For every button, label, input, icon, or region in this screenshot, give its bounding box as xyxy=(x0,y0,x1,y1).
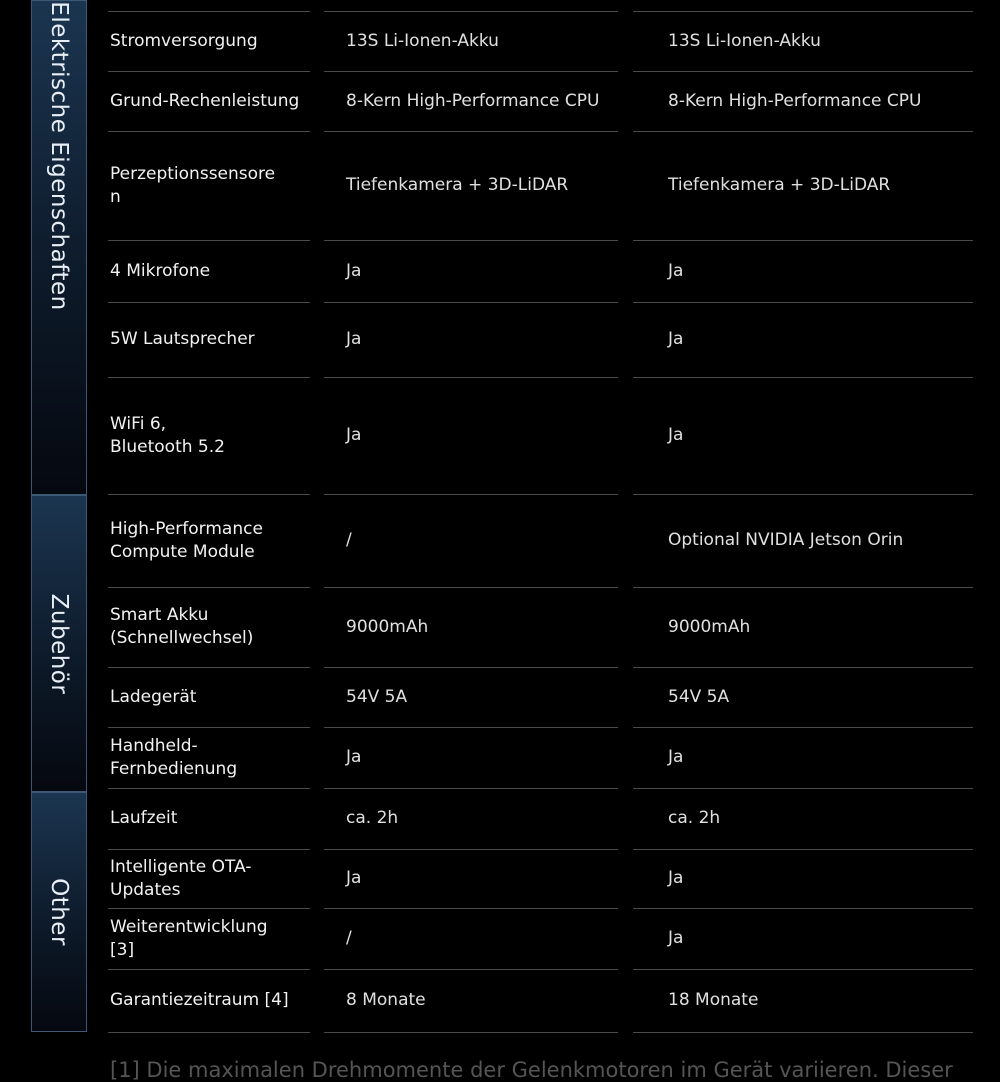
row-divider xyxy=(108,494,310,495)
value-edu: Tiefenkamera + 3D-LiDAR xyxy=(668,175,891,195)
row-divider xyxy=(324,587,618,588)
row-divider xyxy=(633,908,973,909)
row-label: Stromversorgung xyxy=(110,31,258,51)
row-divider xyxy=(633,494,973,495)
row-divider xyxy=(633,131,973,132)
value-edu: Ja xyxy=(668,425,684,445)
category-label: Elektrische Eigenschaften xyxy=(46,1,72,311)
row-divider xyxy=(324,849,618,850)
row-divider xyxy=(108,727,310,728)
row-label: Ladegerät xyxy=(110,687,197,707)
row-label: Handheld- Fernbedienung xyxy=(110,736,238,779)
value-edu: Optional NVIDIA Jetson Orin xyxy=(668,530,904,550)
value-standard: 8-Kern High-Performance CPU xyxy=(346,91,600,111)
row-label: 5W Lautsprecher xyxy=(110,329,255,349)
row-label: Weiterentwicklung [3] xyxy=(110,917,268,960)
row-label: 4 Mikrofone xyxy=(110,261,211,281)
value-standard: 9000mAh xyxy=(346,617,429,637)
row-divider xyxy=(108,969,310,970)
value-edu: Ja xyxy=(668,329,684,349)
row-divider xyxy=(324,302,618,303)
value-edu: Ja xyxy=(668,868,684,888)
row-divider xyxy=(108,302,310,303)
value-standard: Tiefenkamera + 3D-LiDAR xyxy=(346,175,569,195)
value-standard: / xyxy=(346,530,352,550)
row-label: WiFi 6, Bluetooth 5.2 xyxy=(110,414,225,457)
row-divider xyxy=(633,667,973,668)
row-label: Grund-Rechenleistung xyxy=(110,91,300,111)
value-standard: 54V 5A xyxy=(346,687,408,707)
value-edu: Ja xyxy=(668,261,684,281)
category-other xyxy=(31,792,87,1032)
row-divider xyxy=(633,788,973,789)
row-divider xyxy=(633,71,973,72)
row-divider xyxy=(633,377,973,378)
row-label: Intelligente OTA- Updates xyxy=(110,857,252,900)
value-edu: 8-Kern High-Performance CPU xyxy=(668,91,922,111)
value-standard: 8 Monate xyxy=(346,990,426,1010)
row-divider xyxy=(633,1032,973,1033)
value-standard: Ja xyxy=(346,261,362,281)
row-divider xyxy=(633,11,973,12)
row-divider xyxy=(324,11,618,12)
row-divider xyxy=(108,240,310,241)
row-divider xyxy=(324,1032,618,1033)
category-label: Other xyxy=(46,878,72,946)
row-divider xyxy=(324,131,618,132)
value-edu: 13S Li-Ionen-Akku xyxy=(668,31,821,51)
footnote: [1] Die maximalen Drehmomente der Gelenkmotoren im Gerät variieren. Dieser xyxy=(110,1058,953,1082)
row-label: Perzeptionssensore n xyxy=(110,164,276,207)
row-divider xyxy=(108,587,310,588)
value-edu: Ja xyxy=(668,928,684,948)
value-standard: Ja xyxy=(346,329,362,349)
row-divider xyxy=(108,71,310,72)
row-label: Garantiezeitraum [4] xyxy=(110,990,289,1010)
row-divider xyxy=(324,969,618,970)
row-divider xyxy=(324,727,618,728)
value-edu: Ja xyxy=(668,747,684,767)
category-electrical xyxy=(31,0,87,495)
row-label: Laufzeit xyxy=(110,808,178,828)
row-divider xyxy=(324,377,618,378)
row-divider xyxy=(324,788,618,789)
value-edu: 18 Monate xyxy=(668,990,759,1010)
row-divider xyxy=(324,71,618,72)
row-divider xyxy=(633,969,973,970)
value-standard: Ja xyxy=(346,425,362,445)
value-standard: Ja xyxy=(346,747,362,767)
row-divider xyxy=(324,908,618,909)
value-standard: / xyxy=(346,928,352,948)
row-divider xyxy=(324,494,618,495)
row-label: Smart Akku (Schnellwechsel) xyxy=(110,605,254,648)
row-divider xyxy=(108,849,310,850)
row-divider xyxy=(633,302,973,303)
row-divider xyxy=(108,1032,310,1033)
value-standard: Ja xyxy=(346,868,362,888)
row-divider xyxy=(108,377,310,378)
value-edu: ca. 2h xyxy=(668,808,721,828)
row-divider xyxy=(108,788,310,789)
value-standard: ca. 2h xyxy=(346,808,399,828)
row-divider xyxy=(108,908,310,909)
category-label: Zubehör xyxy=(46,593,72,694)
category-accessories xyxy=(31,495,87,792)
row-label: High-Performance Compute Module xyxy=(110,519,263,562)
row-divider xyxy=(108,667,310,668)
value-edu: 54V 5A xyxy=(668,687,730,707)
row-divider xyxy=(108,11,310,12)
row-divider xyxy=(633,587,973,588)
row-divider xyxy=(633,240,973,241)
row-divider xyxy=(324,667,618,668)
row-divider xyxy=(108,131,310,132)
value-standard: 13S Li-Ionen-Akku xyxy=(346,31,499,51)
row-divider xyxy=(324,240,618,241)
row-divider xyxy=(633,849,973,850)
row-divider xyxy=(633,727,973,728)
value-edu: 9000mAh xyxy=(668,617,751,637)
